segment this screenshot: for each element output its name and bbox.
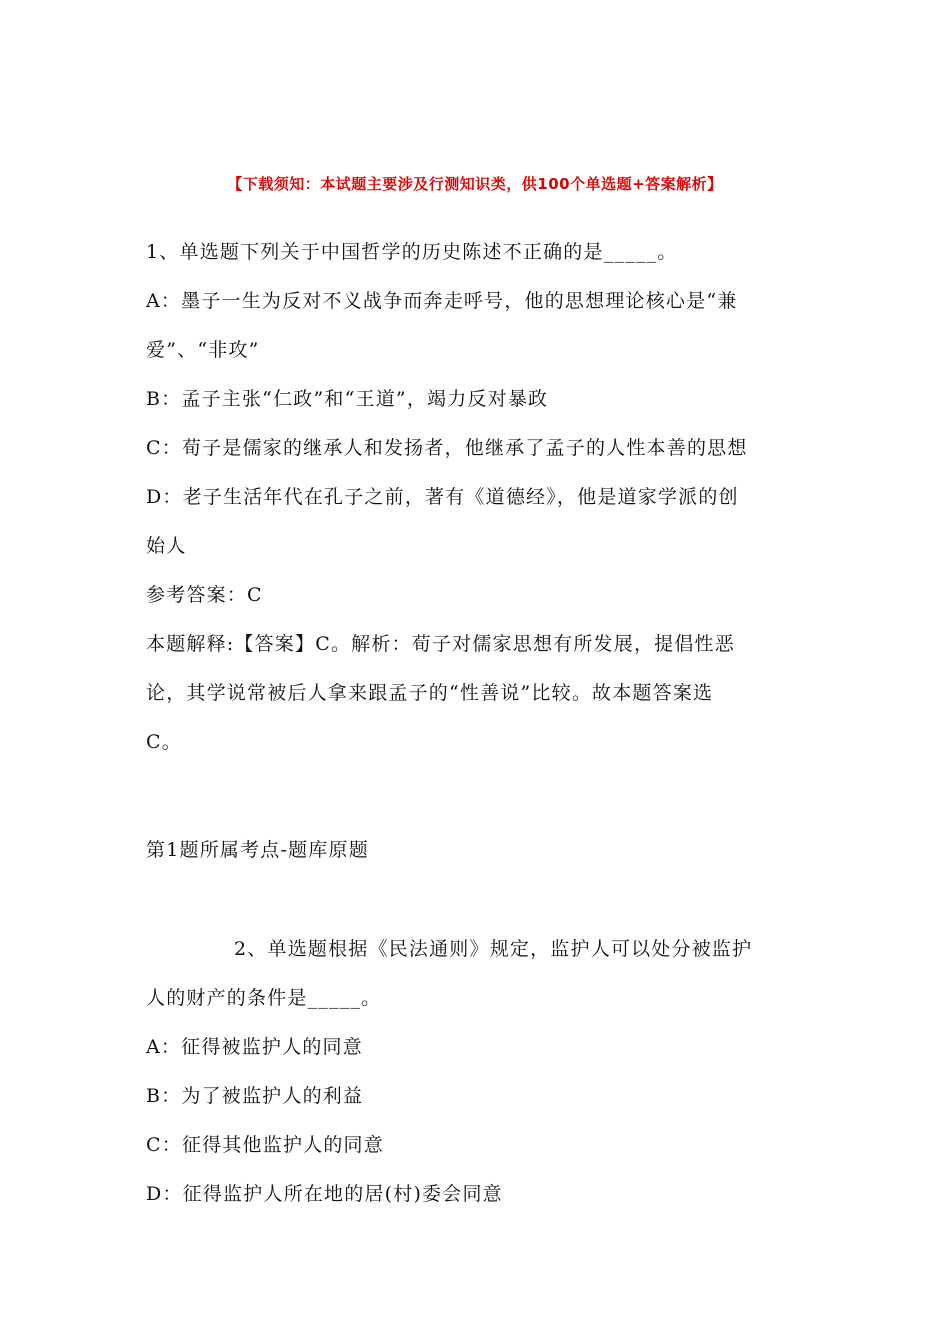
question-1-topic-tag-block <box>146 826 806 875</box>
question-2-stem-line-1: 2、单选题根据《民法通则》规定，监护人可以处分被监护 <box>234 938 753 960</box>
question-1 <box>146 228 806 767</box>
download-notice: 【下载须知：本试题主要涉及行测知识类，供100个单选题+答案解析】 <box>227 175 723 193</box>
question-2-option-c: C：征得其他监护人的同意 <box>146 1134 384 1156</box>
question-1-stem: 1、单选题下列关于中国哲学的历史陈述不正确的是_____。 <box>146 241 678 263</box>
question-2-option-b: B：为了被监护人的利益 <box>146 1085 364 1107</box>
question-1-option-d-line-1: D：老子生活年代在孔子之前，著有《道德经》，他是道家学派的创 <box>146 486 739 508</box>
question-2-option-a: A：征得被监护人的同意 <box>146 1036 363 1058</box>
question-1-option-d-line-2: 始人 <box>146 535 187 557</box>
question-1-option-c: C：荀子是儒家的继承人和发扬者，他继承了孟子的人性本善的思想 <box>146 437 748 459</box>
question-1-option-b: B：孟子主张“仁政”和“王道”，竭力反对暴政 <box>146 388 549 410</box>
question-2-stem-line-2: 人的财产的条件是_____。 <box>146 987 382 1009</box>
question-1-explanation-line-3: C。 <box>146 731 182 753</box>
question-1-topic-tag: 第1题所属考点-题库原题 <box>146 839 369 861</box>
question-1-explanation-line-2: 论，其学说常被后人拿来跟孟子的“性善说”比较。故本题答案选 <box>146 682 714 704</box>
question-2-option-d: D：征得监护人所在地的居(村)委会同意 <box>146 1183 503 1205</box>
question-1-option-a-line-1: A：墨子一生为反对不义战争而奔走呼号，他的思想理论核心是“兼 <box>146 290 738 312</box>
question-1-answer: 参考答案：C <box>146 584 263 606</box>
question-1-explanation-line-1: 本题解释:【答案】C。解析：荀子对儒家思想有所发展，提倡性恶 <box>146 633 735 655</box>
question-2 <box>146 925 806 1219</box>
question-1-option-a-line-2: 爱”、“非攻” <box>146 339 260 361</box>
